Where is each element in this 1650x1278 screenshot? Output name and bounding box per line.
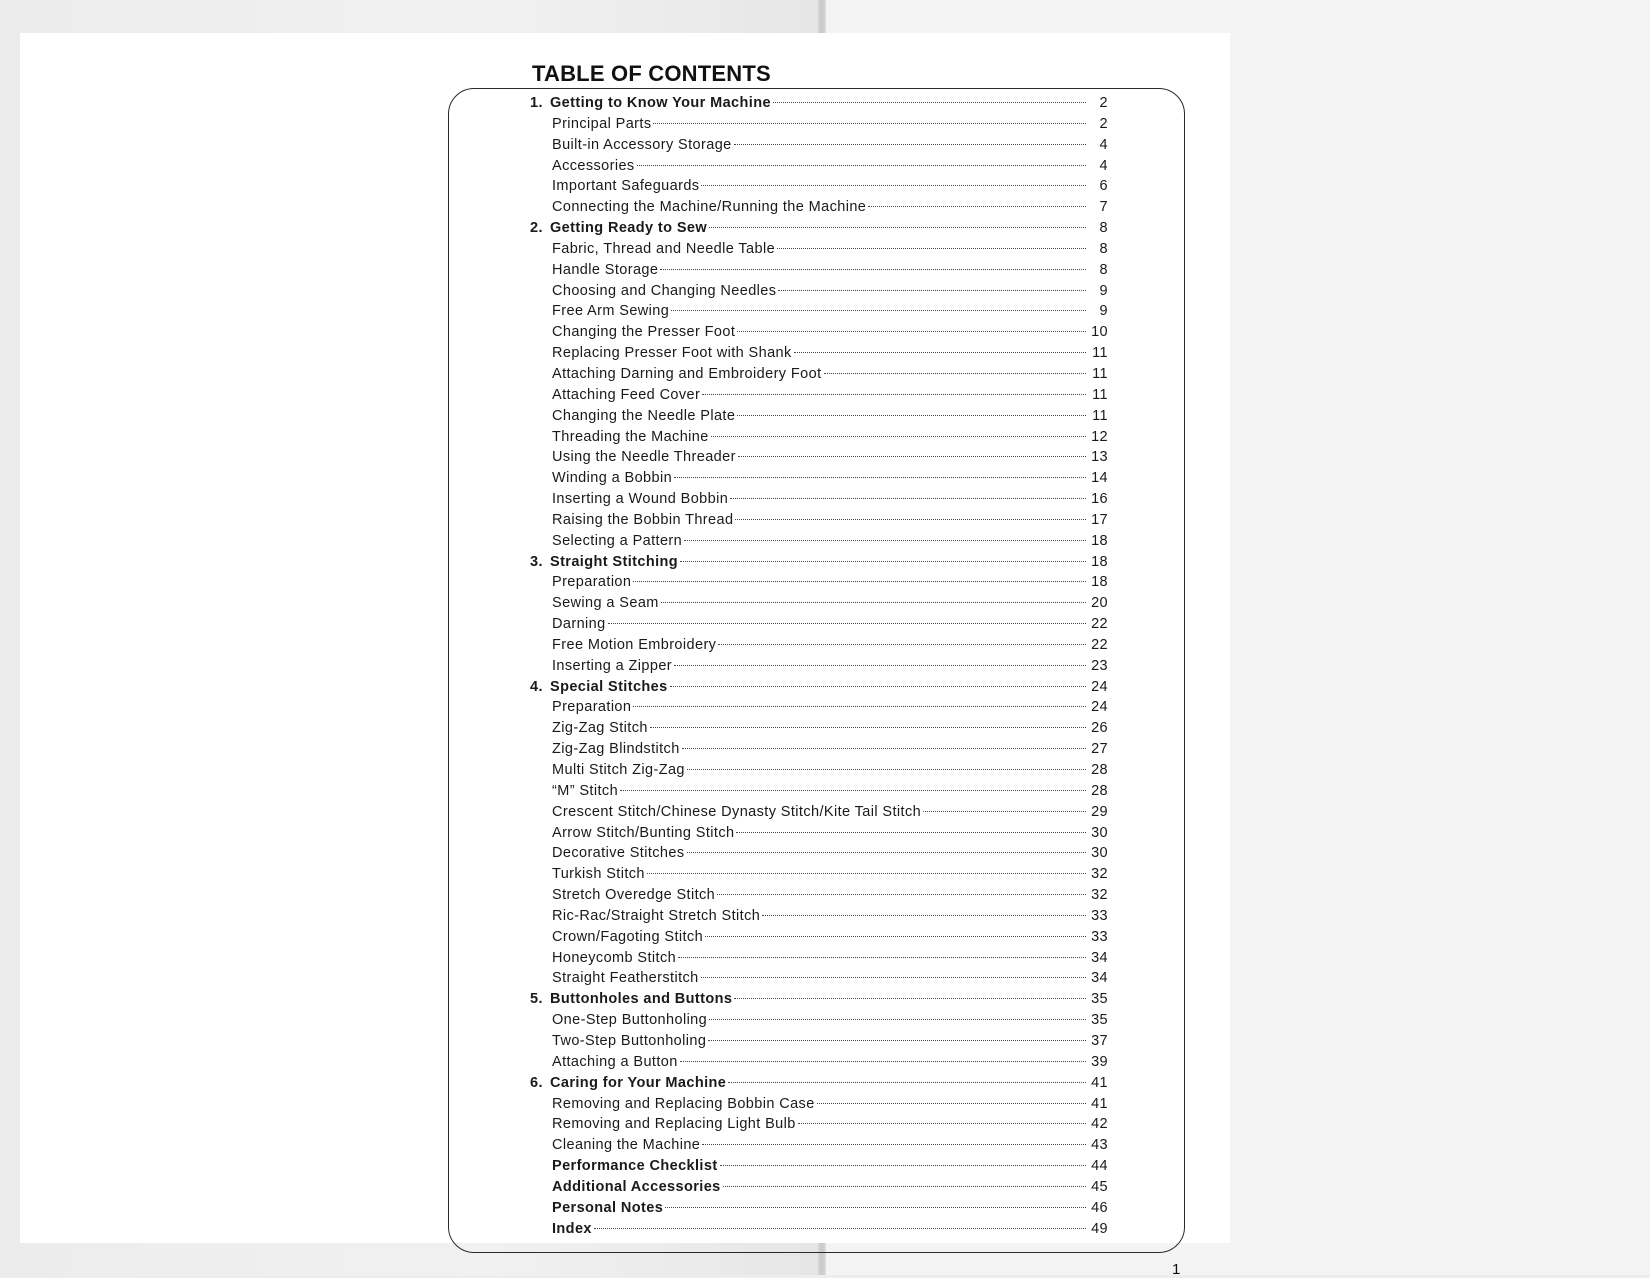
dot-leader bbox=[709, 227, 1086, 228]
page-number: 1 bbox=[1172, 1261, 1181, 1278]
toc-entry bbox=[530, 301, 1108, 322]
toc-entry-label: Buttonholes and Buttons bbox=[550, 991, 733, 1008]
toc-entry-page: 9 bbox=[1099, 303, 1108, 320]
dot-leader bbox=[637, 165, 1086, 166]
toc-section-number: 2. bbox=[530, 220, 543, 237]
toc-entry bbox=[530, 343, 1108, 364]
toc-entry bbox=[530, 614, 1108, 635]
dot-leader bbox=[734, 144, 1086, 145]
toc-entry-label: Winding a Bobbin bbox=[552, 470, 673, 487]
toc-entry-page: 10 bbox=[1091, 324, 1108, 341]
dot-leader bbox=[671, 310, 1086, 311]
toc-list bbox=[530, 93, 1108, 1239]
toc-entry bbox=[530, 114, 1108, 135]
dot-leader bbox=[674, 477, 1086, 478]
dot-leader bbox=[661, 602, 1086, 603]
toc-entry-label: Free Motion Embroidery bbox=[552, 636, 717, 653]
toc-entry-label: Accessories bbox=[552, 157, 635, 174]
toc-entry-label: Zig-Zag Stitch bbox=[552, 720, 648, 737]
dot-leader bbox=[660, 269, 1086, 270]
dot-leader bbox=[687, 852, 1086, 853]
toc-entry-label: Special Stitches bbox=[550, 678, 668, 695]
toc-entry-page: 4 bbox=[1099, 136, 1108, 153]
dot-leader bbox=[705, 936, 1086, 937]
toc-entry-label: Changing the Needle Plate bbox=[552, 407, 736, 424]
toc-entry-page: 22 bbox=[1091, 636, 1108, 653]
toc-entry-label: Darning bbox=[552, 616, 606, 633]
toc-entry-page: 18 bbox=[1091, 532, 1108, 549]
toc-entry bbox=[530, 927, 1108, 948]
toc-entry bbox=[530, 864, 1108, 885]
toc-entry-page: 45 bbox=[1091, 1178, 1108, 1195]
toc-entry-label: Replacing Presser Foot with Shank bbox=[552, 345, 792, 362]
toc-entry-page: 30 bbox=[1091, 845, 1108, 862]
toc-entry-label: Index bbox=[552, 1220, 592, 1237]
toc-entry bbox=[530, 1052, 1108, 1073]
toc-entry-page: 37 bbox=[1091, 1032, 1108, 1049]
toc-entry-page: 32 bbox=[1091, 887, 1108, 904]
toc-entry-page: 41 bbox=[1091, 1074, 1108, 1091]
toc-entry bbox=[530, 968, 1108, 989]
toc-entry-page: 11 bbox=[1092, 365, 1108, 382]
toc-entry-label: Additional Accessories bbox=[552, 1178, 721, 1195]
dot-leader bbox=[678, 957, 1086, 958]
toc-entry-label: Attaching Feed Cover bbox=[552, 386, 701, 403]
toc-entry-label: Removing and Replacing Light Bulb bbox=[552, 1116, 796, 1133]
toc-entry bbox=[530, 489, 1108, 510]
toc-entry-label: Important Safeguards bbox=[552, 178, 700, 195]
toc-entry bbox=[530, 697, 1108, 718]
toc-entry bbox=[530, 760, 1108, 781]
toc-entry-page: 11 bbox=[1092, 345, 1108, 362]
toc-entry bbox=[530, 156, 1108, 177]
toc-entry-page: 7 bbox=[1099, 199, 1108, 216]
toc-entry-label: Honeycomb Stitch bbox=[552, 949, 677, 966]
dot-leader bbox=[773, 102, 1086, 103]
toc-entry bbox=[530, 385, 1108, 406]
toc-entry-label: Sewing a Seam bbox=[552, 595, 659, 612]
dot-leader bbox=[633, 581, 1086, 582]
dot-leader bbox=[718, 644, 1086, 645]
dot-leader bbox=[730, 498, 1086, 499]
toc-entry bbox=[530, 281, 1108, 302]
toc-entry bbox=[530, 781, 1108, 802]
toc-entry-page: 24 bbox=[1091, 678, 1108, 695]
toc-entry bbox=[530, 135, 1108, 156]
toc-entry-page: 16 bbox=[1091, 491, 1108, 508]
toc-entry-page: 2 bbox=[1099, 115, 1108, 132]
toc-entry-page: 11 bbox=[1092, 386, 1108, 403]
toc-entry-label: Cleaning the Machine bbox=[552, 1137, 701, 1154]
toc-entry bbox=[530, 1073, 1108, 1094]
toc-entry bbox=[530, 510, 1108, 531]
toc-entry-label: Attaching Darning and Embroidery Foot bbox=[552, 365, 822, 382]
toc-entry-page: 27 bbox=[1091, 741, 1108, 758]
toc-entry-page: 23 bbox=[1091, 657, 1108, 674]
toc-entry bbox=[530, 1031, 1108, 1052]
dot-leader bbox=[720, 1165, 1086, 1166]
toc-section-number: 3. bbox=[530, 553, 543, 570]
dot-leader bbox=[817, 1103, 1086, 1104]
toc-entry-page: 26 bbox=[1091, 720, 1108, 737]
toc-entry bbox=[530, 656, 1108, 677]
toc-entry-label: Getting Ready to Sew bbox=[550, 220, 708, 237]
toc-entry bbox=[530, 531, 1108, 552]
toc-section-number: 4. bbox=[530, 678, 543, 695]
toc-entry bbox=[530, 552, 1108, 573]
dot-leader bbox=[728, 1082, 1086, 1083]
toc-entry bbox=[530, 948, 1108, 969]
toc-entry-page: 32 bbox=[1091, 866, 1108, 883]
toc-entry-page: 22 bbox=[1091, 616, 1108, 633]
toc-entry-label: Raising the Bobbin Thread bbox=[552, 511, 734, 528]
toc-entry bbox=[530, 93, 1108, 114]
toc-entry-label: Inserting a Zipper bbox=[552, 657, 673, 674]
toc-entry-label: Free Arm Sewing bbox=[552, 303, 670, 320]
toc-entry-label: One-Step Buttonholing bbox=[552, 1012, 708, 1029]
dot-leader bbox=[680, 1061, 1086, 1062]
toc-entry bbox=[530, 322, 1108, 343]
toc-entry-label: Principal Parts bbox=[552, 115, 652, 132]
toc-entry-label: Preparation bbox=[552, 699, 632, 716]
dot-leader bbox=[633, 706, 1086, 707]
dot-leader bbox=[687, 769, 1086, 770]
toc-entry-label: Caring for Your Machine bbox=[550, 1074, 727, 1091]
toc-entry-page: 9 bbox=[1099, 282, 1108, 299]
dot-leader bbox=[650, 727, 1086, 728]
dot-leader bbox=[737, 331, 1086, 332]
manual-page bbox=[20, 33, 1230, 1278]
dot-leader bbox=[737, 415, 1086, 416]
toc-entry-label: Preparation bbox=[552, 574, 632, 591]
toc-entry-page: 46 bbox=[1091, 1199, 1108, 1216]
dot-leader bbox=[798, 1123, 1086, 1124]
toc-entry-label: Ric-Rac/Straight Stretch Stitch bbox=[552, 907, 761, 924]
dot-leader bbox=[868, 206, 1086, 207]
toc-entry bbox=[530, 823, 1108, 844]
dot-leader bbox=[594, 1228, 1086, 1229]
toc-entry bbox=[530, 406, 1108, 427]
dot-leader bbox=[702, 394, 1086, 395]
toc-entry-label: Decorative Stitches bbox=[552, 845, 685, 862]
toc-entry bbox=[530, 989, 1108, 1010]
dot-leader bbox=[620, 790, 1086, 791]
dot-leader bbox=[736, 832, 1086, 833]
toc-entry-page: 2 bbox=[1099, 95, 1108, 111]
toc-entry bbox=[530, 593, 1108, 614]
toc-entry-label: Handle Storage bbox=[552, 261, 659, 278]
toc-entry bbox=[530, 1135, 1108, 1156]
toc-entry-page: 35 bbox=[1091, 991, 1108, 1008]
toc-entry bbox=[530, 468, 1108, 489]
toc-entry bbox=[530, 885, 1108, 906]
dot-leader bbox=[670, 686, 1086, 687]
dot-leader bbox=[735, 519, 1086, 520]
toc-entry-label: Stretch Overedge Stitch bbox=[552, 887, 716, 904]
toc-section-number: 5. bbox=[530, 991, 543, 1008]
toc-entry-label: Changing the Presser Foot bbox=[552, 324, 736, 341]
toc-entry bbox=[530, 364, 1108, 385]
toc-entry-page: 13 bbox=[1091, 449, 1108, 466]
dot-leader bbox=[674, 665, 1086, 666]
toc-entry bbox=[530, 1219, 1108, 1240]
dot-leader bbox=[682, 748, 1086, 749]
toc-entry-page: 18 bbox=[1091, 553, 1108, 570]
toc-entry bbox=[530, 843, 1108, 864]
toc-entry-label: Attaching a Button bbox=[552, 1053, 678, 1070]
toc-entry-page: 14 bbox=[1091, 470, 1108, 487]
toc-entry-page: 6 bbox=[1099, 178, 1108, 195]
toc-entry-page: 11 bbox=[1092, 407, 1108, 424]
toc-entry-label: “M” Stitch bbox=[552, 782, 619, 799]
toc-entry-page: 33 bbox=[1091, 928, 1108, 945]
dot-leader bbox=[647, 873, 1086, 874]
dot-leader bbox=[680, 561, 1086, 562]
toc-entry-label: Choosing and Changing Needles bbox=[552, 282, 777, 299]
toc-entry-label: Removing and Replacing Bobbin Case bbox=[552, 1095, 815, 1112]
toc-entry bbox=[530, 1094, 1108, 1115]
toc-entry-page: 33 bbox=[1091, 907, 1108, 924]
toc-section-number: 1. bbox=[530, 95, 543, 111]
toc-entry-page: 34 bbox=[1091, 949, 1108, 966]
toc-entry bbox=[530, 677, 1108, 698]
toc-entry-label: Fabric, Thread and Needle Table bbox=[552, 240, 776, 257]
dot-leader bbox=[702, 1144, 1086, 1145]
toc-entry-label: Crescent Stitch/Chinese Dynasty Stitch/Kite Tail Stitch bbox=[552, 803, 922, 820]
toc-entry-label: Using the Needle Threader bbox=[552, 449, 736, 466]
toc-entry-label: Inserting a Wound Bobbin bbox=[552, 491, 729, 508]
toc-entry-page: 43 bbox=[1091, 1137, 1108, 1154]
dot-leader bbox=[723, 1186, 1086, 1187]
toc-entry bbox=[530, 1156, 1108, 1177]
dot-leader bbox=[762, 915, 1086, 916]
toc-entry-label: Crown/Fagoting Stitch bbox=[552, 928, 704, 945]
dot-leader bbox=[738, 456, 1086, 457]
toc-entry-page: 18 bbox=[1091, 574, 1108, 591]
toc-entry-page: 4 bbox=[1099, 157, 1108, 174]
toc-entry bbox=[530, 218, 1108, 239]
dot-leader bbox=[923, 811, 1086, 812]
toc-entry bbox=[530, 739, 1108, 760]
toc-entry-page: 8 bbox=[1099, 261, 1108, 278]
dot-leader bbox=[709, 1019, 1086, 1020]
toc-entry-page: 12 bbox=[1091, 428, 1108, 445]
toc-entry-label: Two-Step Buttonholing bbox=[552, 1032, 707, 1049]
dot-leader bbox=[824, 373, 1087, 374]
toc-entry-page: 35 bbox=[1091, 1012, 1108, 1029]
toc-entry-page: 41 bbox=[1091, 1095, 1108, 1112]
toc-entry bbox=[530, 635, 1108, 656]
toc-entry-page: 44 bbox=[1091, 1158, 1108, 1175]
toc-entry-label: Performance Checklist bbox=[552, 1158, 718, 1175]
dot-leader bbox=[701, 977, 1086, 978]
toc-entry-label: Threading the Machine bbox=[552, 428, 709, 445]
toc-entry bbox=[530, 802, 1108, 823]
toc-entry bbox=[530, 239, 1108, 260]
toc-entry-label: Built-in Accessory Storage bbox=[552, 136, 732, 153]
toc-entry-label: Personal Notes bbox=[552, 1199, 664, 1216]
toc-entry-label: Turkish Stitch bbox=[552, 866, 645, 883]
toc-entry-page: 42 bbox=[1091, 1116, 1108, 1133]
toc-entry bbox=[530, 718, 1108, 739]
toc-entry bbox=[530, 1114, 1108, 1135]
toc-entry-label: Arrow Stitch/Bunting Stitch bbox=[552, 824, 735, 841]
toc-entry bbox=[530, 447, 1108, 468]
toc-entry-page: 39 bbox=[1091, 1053, 1108, 1070]
toc-entry-page: 30 bbox=[1091, 824, 1108, 841]
dot-leader bbox=[653, 123, 1086, 124]
toc-entry bbox=[530, 197, 1108, 218]
toc-entry bbox=[530, 1198, 1108, 1219]
toc-entry-label: Zig-Zag Blindstitch bbox=[552, 741, 680, 758]
toc-entry-page: 28 bbox=[1091, 782, 1108, 799]
dot-leader bbox=[608, 623, 1086, 624]
toc-entry-page: 49 bbox=[1091, 1220, 1108, 1237]
dot-leader bbox=[777, 248, 1086, 249]
toc-entry-page: 24 bbox=[1091, 699, 1108, 716]
dot-leader bbox=[794, 352, 1086, 353]
toc-entry bbox=[530, 427, 1108, 448]
toc-entry-label: Getting to Know Your Machine bbox=[550, 95, 771, 111]
page-title: TABLE OF CONTENTS bbox=[532, 61, 771, 86]
toc-entry-label: Straight Featherstitch bbox=[552, 970, 699, 987]
toc-entry bbox=[530, 906, 1108, 927]
toc-entry bbox=[530, 1177, 1108, 1198]
toc-entry-label: Selecting a Pattern bbox=[552, 532, 683, 549]
toc-entry-page: 8 bbox=[1099, 220, 1108, 237]
dot-leader bbox=[701, 185, 1086, 186]
toc-entry-page: 29 bbox=[1091, 803, 1108, 820]
toc-entry-page: 28 bbox=[1091, 762, 1108, 778]
toc-entry-page: 8 bbox=[1099, 240, 1108, 257]
toc-entry bbox=[530, 572, 1108, 593]
toc-entry-page: 20 bbox=[1091, 595, 1108, 612]
dot-leader bbox=[684, 540, 1086, 541]
toc-entry bbox=[530, 1010, 1108, 1031]
toc-entry-label: Connecting the Machine/Running the Machine bbox=[552, 199, 867, 216]
dot-leader bbox=[665, 1207, 1086, 1208]
dot-leader bbox=[717, 894, 1086, 895]
dot-leader bbox=[734, 998, 1086, 999]
toc-entry-label: Straight Stitching bbox=[550, 553, 679, 570]
toc-section-number: 6. bbox=[530, 1074, 543, 1091]
toc-entry bbox=[530, 260, 1108, 281]
dot-leader bbox=[708, 1040, 1086, 1041]
toc-entry-page: 34 bbox=[1091, 970, 1108, 987]
dot-leader bbox=[778, 290, 1086, 291]
toc-entry bbox=[530, 176, 1108, 197]
toc-entry-label: Multi Stitch Zig-Zag bbox=[552, 762, 685, 778]
toc-entry-page: 17 bbox=[1091, 511, 1108, 528]
dot-leader bbox=[711, 436, 1086, 437]
